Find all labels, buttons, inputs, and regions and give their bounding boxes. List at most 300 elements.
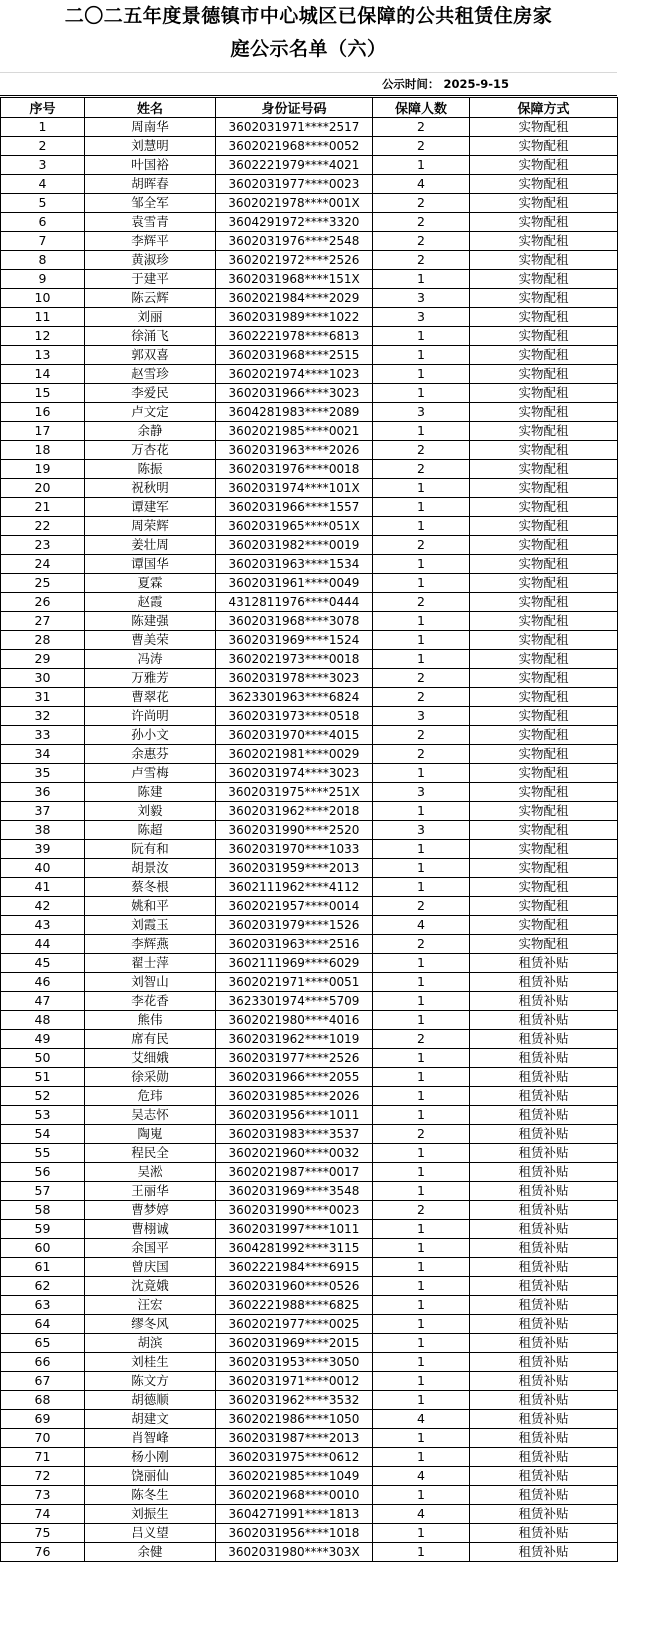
table-row — [1, 384, 618, 403]
serial-cell: 26 — [1, 593, 85, 612]
serial-cell: 36 — [1, 783, 85, 802]
table-row — [1, 1296, 618, 1315]
name-cell: 徐采勋 — [85, 1068, 216, 1087]
name-cell: 孙小文 — [85, 726, 216, 745]
name-cell: 陈建 — [85, 783, 216, 802]
id-number-cell: 3602031985****2026 — [216, 1087, 373, 1106]
id-number-cell: 3602031977****2526 — [216, 1049, 373, 1068]
id-number-cell: 3602031974****3023 — [216, 764, 373, 783]
name-cell: 曹梦婷 — [85, 1201, 216, 1220]
name-cell: 周南华 — [85, 118, 216, 137]
serial-cell: 70 — [1, 1429, 85, 1448]
method-cell: 租赁补贴 — [470, 954, 618, 973]
name-cell: 胡建文 — [85, 1410, 216, 1429]
id-number-cell: 3602031976****2548 — [216, 232, 373, 251]
table-row — [1, 916, 618, 935]
serial-cell: 73 — [1, 1486, 85, 1505]
id-number-cell: 3602031966****3023 — [216, 384, 373, 403]
name-cell: 缪冬风 — [85, 1315, 216, 1334]
persons-cell: 1 — [373, 1106, 470, 1125]
serial-cell: 51 — [1, 1068, 85, 1087]
name-cell: 徐涌飞 — [85, 327, 216, 346]
id-number-cell: 3604281992****3115 — [216, 1239, 373, 1258]
serial-cell: 19 — [1, 460, 85, 479]
persons-cell: 3 — [373, 707, 470, 726]
method-cell: 租赁补贴 — [470, 1353, 618, 1372]
persons-cell: 1 — [373, 802, 470, 821]
id-number-cell: 3602031953****3050 — [216, 1353, 373, 1372]
serial-cell: 74 — [1, 1505, 85, 1524]
serial-cell: 13 — [1, 346, 85, 365]
serial-cell: 35 — [1, 764, 85, 783]
method-cell: 实物配租 — [470, 441, 618, 460]
persons-cell: 1 — [373, 498, 470, 517]
method-cell: 实物配租 — [470, 118, 618, 137]
serial-cell: 8 — [1, 251, 85, 270]
method-cell: 租赁补贴 — [470, 992, 618, 1011]
method-cell: 租赁补贴 — [470, 1144, 618, 1163]
id-number-cell: 3602031962****3532 — [216, 1391, 373, 1410]
table-row — [1, 1505, 618, 1524]
persons-cell: 1 — [373, 365, 470, 384]
name-cell: 余健 — [85, 1543, 216, 1562]
table-row — [1, 726, 618, 745]
table-row — [1, 897, 618, 916]
table-row — [1, 118, 618, 137]
table-row — [1, 783, 618, 802]
id-number-cell: 3623301974****5709 — [216, 992, 373, 1011]
id-number-cell: 3602031990****0023 — [216, 1201, 373, 1220]
serial-cell: 33 — [1, 726, 85, 745]
id-number-cell: 3602031968****2515 — [216, 346, 373, 365]
name-cell: 袁雪青 — [85, 213, 216, 232]
id-number-cell: 3602021957****0014 — [216, 897, 373, 916]
name-cell: 翟士萍 — [85, 954, 216, 973]
id-number-cell: 3602021971****0051 — [216, 973, 373, 992]
persons-cell: 1 — [373, 384, 470, 403]
name-cell: 姜壮周 — [85, 536, 216, 555]
name-cell: 陈文方 — [85, 1372, 216, 1391]
persons-cell: 2 — [373, 137, 470, 156]
method-cell: 实物配租 — [470, 878, 618, 897]
title-line-2: 庭公示名单（六） — [230, 38, 387, 60]
method-cell: 租赁补贴 — [470, 1087, 618, 1106]
method-cell: 实物配租 — [470, 156, 618, 175]
table-row — [1, 802, 618, 821]
table-row — [1, 498, 618, 517]
method-cell: 租赁补贴 — [470, 1258, 618, 1277]
id-number-cell: 3604291972****3320 — [216, 213, 373, 232]
table-row — [1, 194, 618, 213]
serial-cell: 14 — [1, 365, 85, 384]
table-row — [1, 1467, 618, 1486]
name-cell: 李花香 — [85, 992, 216, 1011]
id-number-cell: 3602021985****1049 — [216, 1467, 373, 1486]
method-cell: 租赁补贴 — [470, 1334, 618, 1353]
method-cell: 实物配租 — [470, 783, 618, 802]
table-row — [1, 1163, 618, 1182]
persons-cell: 1 — [373, 612, 470, 631]
persons-cell: 1 — [373, 1068, 470, 1087]
id-number-cell: 3602031975****251X — [216, 783, 373, 802]
persons-cell: 1 — [373, 1144, 470, 1163]
persons-cell: 1 — [373, 764, 470, 783]
serial-cell: 38 — [1, 821, 85, 840]
name-cell: 曹栩诚 — [85, 1220, 216, 1239]
id-number-cell: 3602021968****0052 — [216, 137, 373, 156]
table-body — [1, 118, 618, 1562]
id-number-cell: 3602031959****2013 — [216, 859, 373, 878]
persons-cell: 1 — [373, 1239, 470, 1258]
name-cell: 郭双喜 — [85, 346, 216, 365]
name-cell: 沈竟娥 — [85, 1277, 216, 1296]
name-cell: 胡德顺 — [85, 1391, 216, 1410]
id-number-cell: 3602031961****0049 — [216, 574, 373, 593]
method-cell: 实物配租 — [470, 840, 618, 859]
persons-cell: 4 — [373, 1467, 470, 1486]
table-row — [1, 859, 618, 878]
method-cell: 实物配租 — [470, 213, 618, 232]
table-row — [1, 1277, 618, 1296]
table-row — [1, 1429, 618, 1448]
name-cell: 吴志怀 — [85, 1106, 216, 1125]
table-row — [1, 1258, 618, 1277]
name-cell: 邹全军 — [85, 194, 216, 213]
table-row — [1, 1391, 618, 1410]
name-cell: 阮有和 — [85, 840, 216, 859]
persons-cell: 2 — [373, 251, 470, 270]
persons-cell: 1 — [373, 517, 470, 536]
method-cell: 实物配租 — [470, 270, 618, 289]
serial-cell: 55 — [1, 1144, 85, 1163]
persons-cell: 1 — [373, 479, 470, 498]
id-number-cell: 3602221979****4021 — [216, 156, 373, 175]
header-name: 姓名 — [85, 98, 216, 118]
serial-cell: 32 — [1, 707, 85, 726]
serial-cell: 50 — [1, 1049, 85, 1068]
id-number-cell: 3602031979****1526 — [216, 916, 373, 935]
header-id-number: 身份证号码 — [216, 98, 373, 118]
serial-cell: 24 — [1, 555, 85, 574]
method-cell: 实物配租 — [470, 593, 618, 612]
table-row — [1, 270, 618, 289]
id-number-cell: 3602031969****3548 — [216, 1182, 373, 1201]
table-row — [1, 688, 618, 707]
name-cell: 吕义望 — [85, 1524, 216, 1543]
method-cell: 租赁补贴 — [470, 1011, 618, 1030]
table-row — [1, 1106, 618, 1125]
name-cell: 杨小刚 — [85, 1448, 216, 1467]
persons-cell: 1 — [373, 1220, 470, 1239]
table-row — [1, 1201, 618, 1220]
persons-cell: 3 — [373, 403, 470, 422]
name-cell: 饶丽仙 — [85, 1467, 216, 1486]
serial-cell: 59 — [1, 1220, 85, 1239]
serial-cell: 1 — [1, 118, 85, 137]
table-row — [1, 441, 618, 460]
header-serial: 序号 — [1, 98, 85, 118]
method-cell: 租赁补贴 — [470, 1448, 618, 1467]
method-cell: 实物配租 — [470, 574, 618, 593]
method-cell: 实物配租 — [470, 175, 618, 194]
id-number-cell: 3602021980****4016 — [216, 1011, 373, 1030]
name-cell: 万雅芳 — [85, 669, 216, 688]
persons-cell: 1 — [373, 1448, 470, 1467]
id-number-cell: 3602221978****6813 — [216, 327, 373, 346]
name-cell: 曾庆国 — [85, 1258, 216, 1277]
id-number-cell: 3602221984****6915 — [216, 1258, 373, 1277]
table-header-row — [1, 98, 618, 118]
persons-cell: 3 — [373, 308, 470, 327]
name-cell: 熊伟 — [85, 1011, 216, 1030]
serial-cell: 46 — [1, 973, 85, 992]
id-number-cell: 3602031962****1019 — [216, 1030, 373, 1049]
method-cell: 实物配租 — [470, 536, 618, 555]
method-cell: 实物配租 — [470, 498, 618, 517]
persons-cell: 1 — [373, 878, 470, 897]
id-number-cell: 3602021978****001X — [216, 194, 373, 213]
serial-cell: 5 — [1, 194, 85, 213]
serial-cell: 37 — [1, 802, 85, 821]
name-cell: 李辉燕 — [85, 935, 216, 954]
serial-cell: 62 — [1, 1277, 85, 1296]
method-cell: 实物配租 — [470, 745, 618, 764]
id-number-cell: 4312811976****0444 — [216, 593, 373, 612]
id-number-cell: 3602031969****2015 — [216, 1334, 373, 1353]
table-row — [1, 669, 618, 688]
persons-cell: 1 — [373, 973, 470, 992]
table-row — [1, 1068, 618, 1087]
table-row — [1, 612, 618, 631]
persons-cell: 1 — [373, 1543, 470, 1562]
id-number-cell: 3602031977****0023 — [216, 175, 373, 194]
persons-cell: 1 — [373, 346, 470, 365]
serial-cell: 66 — [1, 1353, 85, 1372]
serial-cell: 27 — [1, 612, 85, 631]
persons-cell: 1 — [373, 1258, 470, 1277]
persons-cell: 2 — [373, 1201, 470, 1220]
table-row — [1, 1087, 618, 1106]
id-number-cell: 3602031965****051X — [216, 517, 373, 536]
persons-cell: 1 — [373, 1372, 470, 1391]
method-cell: 实物配租 — [470, 764, 618, 783]
method-cell: 租赁补贴 — [470, 1524, 618, 1543]
serial-cell: 64 — [1, 1315, 85, 1334]
persons-cell: 1 — [373, 1049, 470, 1068]
serial-cell: 47 — [1, 992, 85, 1011]
id-number-cell: 3602031968****3078 — [216, 612, 373, 631]
method-cell: 实物配租 — [470, 802, 618, 821]
id-number-cell: 3604281983****2089 — [216, 403, 373, 422]
id-number-cell: 3602031968****151X — [216, 270, 373, 289]
persons-cell: 2 — [373, 726, 470, 745]
id-number-cell: 3602031997****1011 — [216, 1220, 373, 1239]
table-row — [1, 878, 618, 897]
table-row — [1, 631, 618, 650]
name-cell: 陈超 — [85, 821, 216, 840]
serial-cell: 45 — [1, 954, 85, 973]
name-cell: 姚和平 — [85, 897, 216, 916]
method-cell: 实物配租 — [470, 308, 618, 327]
id-number-cell: 3604271991****1813 — [216, 1505, 373, 1524]
table-row — [1, 365, 618, 384]
persons-cell: 1 — [373, 1524, 470, 1543]
id-number-cell: 3602031975****0612 — [216, 1448, 373, 1467]
table-row — [1, 1334, 618, 1353]
id-number-cell: 3602031982****0019 — [216, 536, 373, 555]
serial-cell: 12 — [1, 327, 85, 346]
method-cell: 租赁补贴 — [470, 1049, 618, 1068]
table-row — [1, 1524, 618, 1543]
serial-cell: 41 — [1, 878, 85, 897]
serial-cell: 43 — [1, 916, 85, 935]
serial-cell: 61 — [1, 1258, 85, 1277]
persons-cell: 1 — [373, 1163, 470, 1182]
serial-cell: 31 — [1, 688, 85, 707]
table-row — [1, 840, 618, 859]
serial-cell: 17 — [1, 422, 85, 441]
serial-cell: 7 — [1, 232, 85, 251]
title-line-1: 二〇二五年度景德镇市中心城区已保障的公共租赁住房家 — [64, 5, 553, 27]
name-cell: 于建平 — [85, 270, 216, 289]
table-row — [1, 213, 618, 232]
method-cell: 租赁补贴 — [470, 1391, 618, 1410]
id-number-cell: 3602021960****0032 — [216, 1144, 373, 1163]
table-row — [1, 327, 618, 346]
id-number-cell: 3602221988****6825 — [216, 1296, 373, 1315]
serial-cell: 49 — [1, 1030, 85, 1049]
name-cell: 陶嵬 — [85, 1125, 216, 1144]
method-cell: 实物配租 — [470, 935, 618, 954]
name-cell: 席有民 — [85, 1030, 216, 1049]
serial-cell: 15 — [1, 384, 85, 403]
persons-cell: 1 — [373, 555, 470, 574]
serial-cell: 54 — [1, 1125, 85, 1144]
name-cell: 刘慧明 — [85, 137, 216, 156]
serial-cell: 18 — [1, 441, 85, 460]
method-cell: 实物配租 — [470, 612, 618, 631]
method-cell: 实物配租 — [470, 251, 618, 270]
id-number-cell: 3602031963****2026 — [216, 441, 373, 460]
publish-date-row — [0, 72, 617, 96]
table-row — [1, 1543, 618, 1562]
serial-cell: 68 — [1, 1391, 85, 1410]
table-row — [1, 403, 618, 422]
method-cell: 实物配租 — [470, 479, 618, 498]
id-number-cell: 3602111969****6029 — [216, 954, 373, 973]
method-cell: 实物配租 — [470, 726, 618, 745]
method-cell: 实物配租 — [470, 422, 618, 441]
persons-cell: 3 — [373, 821, 470, 840]
persons-cell: 1 — [373, 1486, 470, 1505]
persons-cell: 1 — [373, 1296, 470, 1315]
method-cell: 实物配租 — [470, 517, 618, 536]
name-cell: 陈云辉 — [85, 289, 216, 308]
method-cell: 租赁补贴 — [470, 1277, 618, 1296]
table-row — [1, 1372, 618, 1391]
serial-cell: 21 — [1, 498, 85, 517]
name-cell: 刘桂生 — [85, 1353, 216, 1372]
method-cell: 实物配租 — [470, 460, 618, 479]
persons-cell: 1 — [373, 650, 470, 669]
name-cell: 李辉平 — [85, 232, 216, 251]
id-number-cell: 3602021968****0010 — [216, 1486, 373, 1505]
table-row — [1, 1182, 618, 1201]
id-number-cell: 3602031956****1011 — [216, 1106, 373, 1125]
id-number-cell: 3602021987****0017 — [216, 1163, 373, 1182]
persons-cell: 1 — [373, 327, 470, 346]
method-cell: 租赁补贴 — [470, 1030, 618, 1049]
serial-cell: 4 — [1, 175, 85, 194]
id-number-cell: 3602031966****1557 — [216, 498, 373, 517]
id-number-cell: 3602031956****1018 — [216, 1524, 373, 1543]
name-cell: 陈冬生 — [85, 1486, 216, 1505]
name-cell: 叶国裕 — [85, 156, 216, 175]
id-number-cell: 3602031963****1534 — [216, 555, 373, 574]
name-cell: 祝秋明 — [85, 479, 216, 498]
persons-cell: 4 — [373, 1410, 470, 1429]
name-cell: 陈建强 — [85, 612, 216, 631]
name-cell: 胡晖春 — [85, 175, 216, 194]
persons-cell: 3 — [373, 289, 470, 308]
name-cell: 赵雪珍 — [85, 365, 216, 384]
name-cell: 周荣辉 — [85, 517, 216, 536]
name-cell: 程民全 — [85, 1144, 216, 1163]
persons-cell: 2 — [373, 593, 470, 612]
table-row — [1, 593, 618, 612]
serial-cell: 42 — [1, 897, 85, 916]
persons-cell: 4 — [373, 175, 470, 194]
name-cell: 蔡冬根 — [85, 878, 216, 897]
persons-cell: 2 — [373, 536, 470, 555]
method-cell: 实物配租 — [470, 897, 618, 916]
id-number-cell: 3602031971****2517 — [216, 118, 373, 137]
id-number-cell: 3602021977****0025 — [216, 1315, 373, 1334]
serial-cell: 39 — [1, 840, 85, 859]
persons-cell: 1 — [373, 1182, 470, 1201]
method-cell: 租赁补贴 — [470, 1201, 618, 1220]
name-cell: 危玮 — [85, 1087, 216, 1106]
persons-cell: 3 — [373, 783, 470, 802]
id-number-cell: 3602021974****1023 — [216, 365, 373, 384]
method-cell: 租赁补贴 — [470, 1315, 618, 1334]
method-cell: 租赁补贴 — [470, 1410, 618, 1429]
table-row — [1, 156, 618, 175]
persons-cell: 2 — [373, 1125, 470, 1144]
method-cell: 实物配租 — [470, 669, 618, 688]
serial-cell: 30 — [1, 669, 85, 688]
name-cell: 赵霞 — [85, 593, 216, 612]
table-row — [1, 1448, 618, 1467]
table-row — [1, 954, 618, 973]
name-cell: 余惠芬 — [85, 745, 216, 764]
method-cell: 实物配租 — [470, 327, 618, 346]
method-cell: 实物配租 — [470, 650, 618, 669]
id-number-cell: 3602031960****0526 — [216, 1277, 373, 1296]
table-row — [1, 1239, 618, 1258]
persons-cell: 2 — [373, 118, 470, 137]
table-row — [1, 1353, 618, 1372]
serial-cell: 48 — [1, 1011, 85, 1030]
name-cell: 王丽华 — [85, 1182, 216, 1201]
name-cell: 刘丽 — [85, 308, 216, 327]
serial-cell: 57 — [1, 1182, 85, 1201]
name-cell: 谭建军 — [85, 498, 216, 517]
method-cell: 租赁补贴 — [470, 1125, 618, 1144]
table-row — [1, 764, 618, 783]
id-number-cell: 3602021973****0018 — [216, 650, 373, 669]
serial-cell: 25 — [1, 574, 85, 593]
